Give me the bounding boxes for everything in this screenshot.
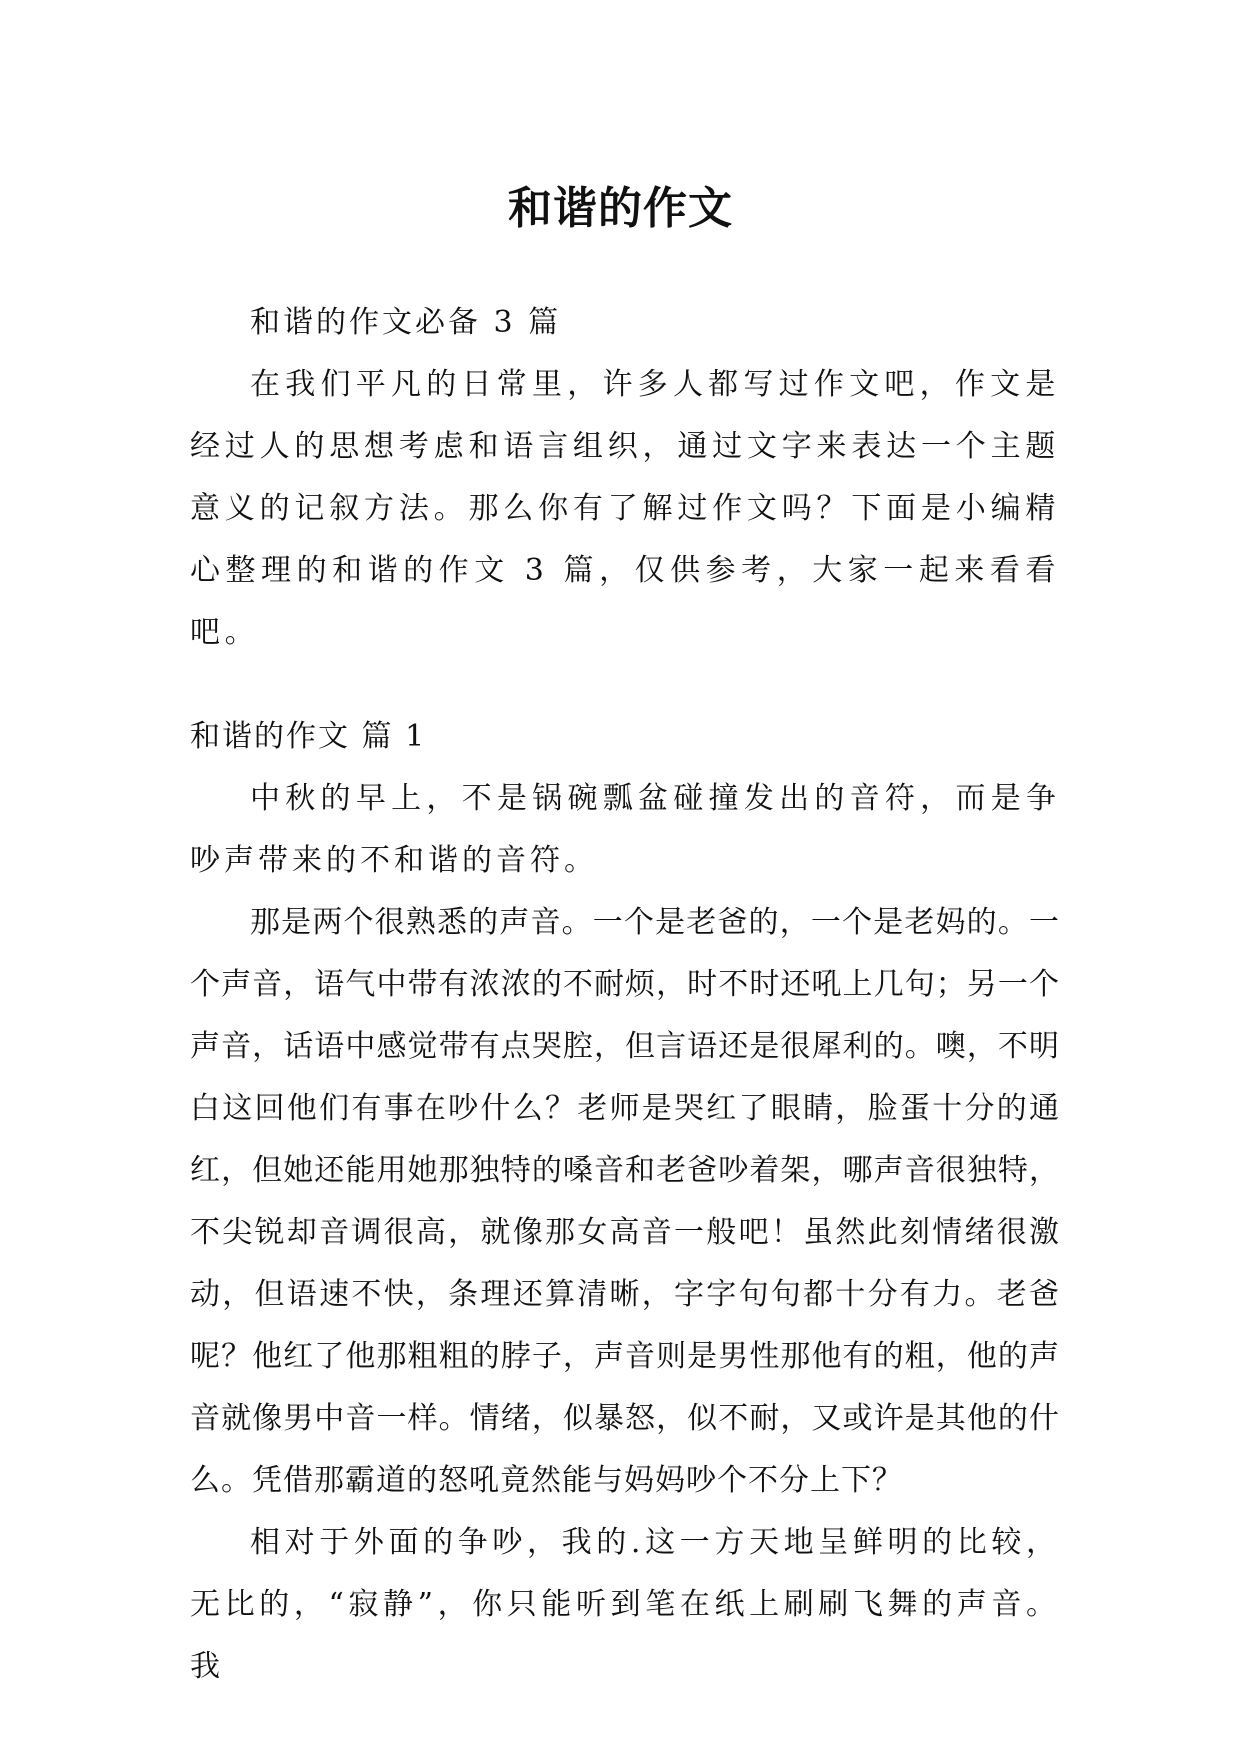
body-paragraph: 中秋的早上，不是锅碗瓢盆碰撞发出的音符，而是争吵声带来的不和谐的音符。 — [190, 781, 1060, 878]
body-paragraph: 那是两个很熟悉的声音。一个是老爸的，一个是老妈的。一个声音，语气中带有浓浓的不耐烦，时不时还吼上几句；另一个声音，话语中感觉带有点哭腔，但言语还是很犀利的。噢，不明白这回他们有事在吵什么？老师是哭红了眼睛，脸蛋十分的通红，但她还能用她那独特的嗓音和老爸吵着架，哪声音很独特，不尖锐却音调很高，就像那女高音一般吧！虽然此刻情绪很激动，但语速不快，条理还算清晰，字字句句都十分有力。老爸呢？他红了他那粗粗的脖子，声音则是男性那他有的粗，他的声音就像男中音一样。情绪，似暴怒，似不耐，又或许是其他的什么。凭借那霸道的怒吼竟然能与妈妈吵个不分上下？ — [190, 905, 1060, 1498]
section-heading: 和谐的作文 篇 1 — [190, 719, 427, 754]
intro-paragraph: 在我们平凡的日常里，许多人都写过作文吧，作文是经过人的思想考虑和语言组织，通过文字来表达一个主题意义的记叙方法。那么你有了解过作文吗？下面是小编精心整理的和谐的作文 3 篇，仅供参考，大家一起来看看吧。 — [190, 367, 1060, 650]
document-body — [190, 292, 1060, 1698]
document-subtitle: 和谐的作文必备 3 篇 — [250, 305, 562, 340]
document-title: 和谐的作文 — [508, 183, 733, 235]
body-paragraph: 相对于外面的争吵，我的.这一方天地呈鲜明的比较，无比的，“寂静”，你只能听到笔在纸上刷刷飞舞的声音。我 — [190, 1525, 1060, 1684]
